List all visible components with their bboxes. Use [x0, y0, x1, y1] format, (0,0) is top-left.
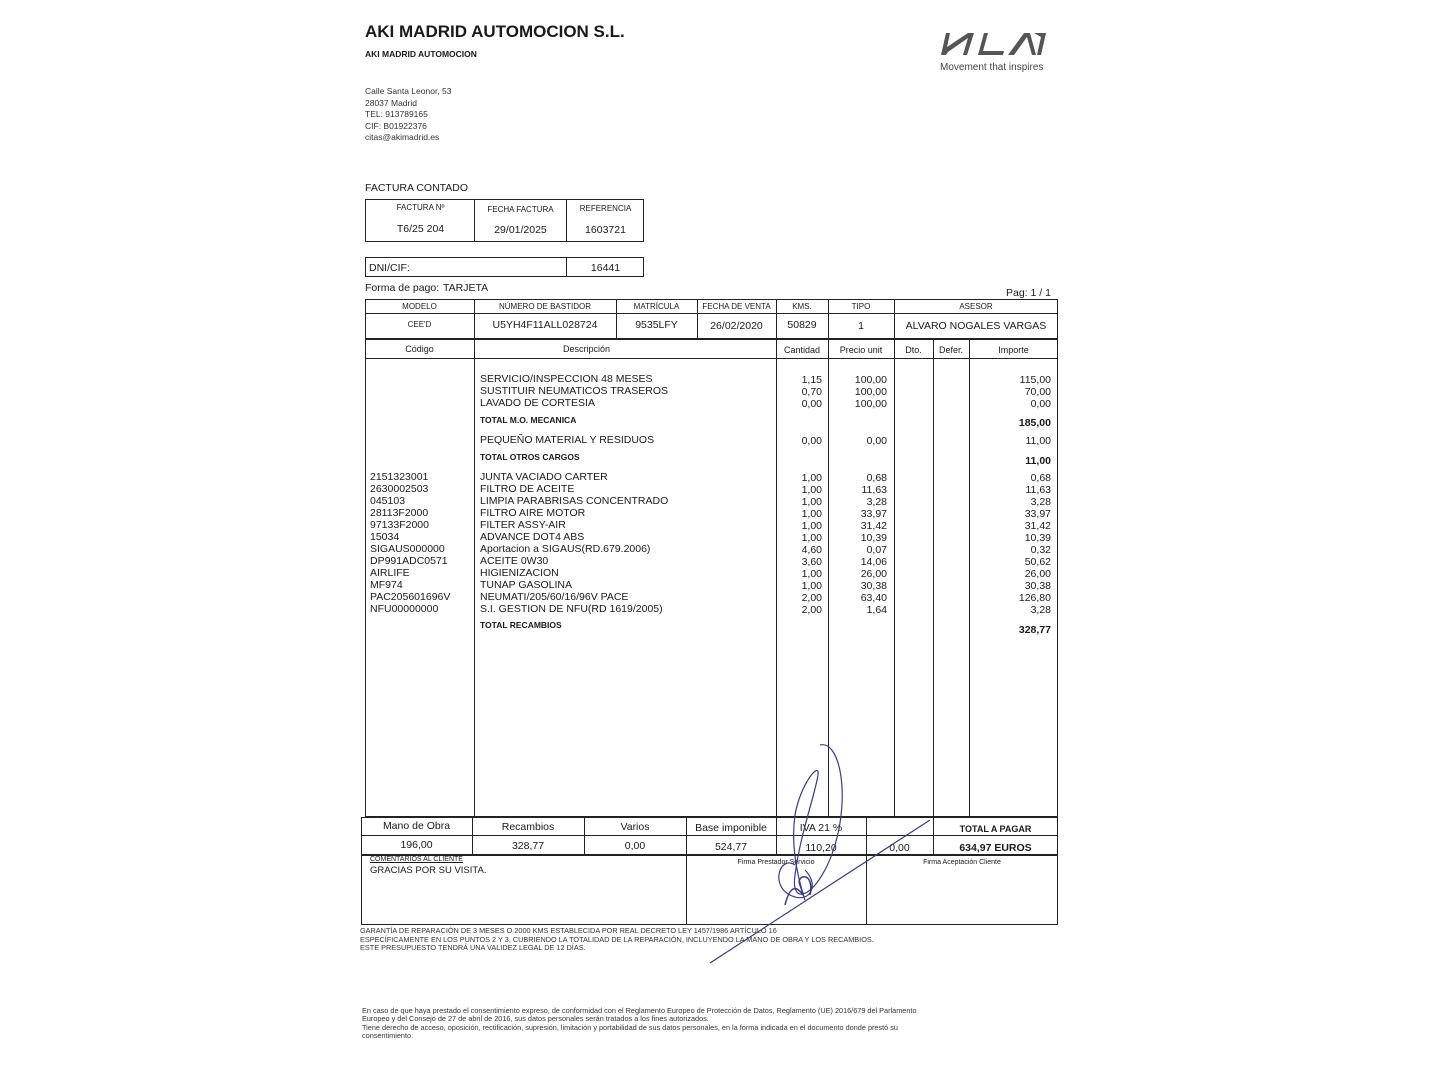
- part-price: 0,68: [866, 472, 887, 484]
- part-price: 0,07: [866, 544, 887, 556]
- list-item: [365, 555, 1058, 567]
- labor-desc: SUSTITUIR NEUMATICOS TRASEROS: [480, 385, 669, 397]
- client-signature-label: Firma Aceptación Cliente: [923, 859, 1001, 866]
- parts-sum-label: Recambios: [501, 821, 555, 833]
- part-qty: 1,00: [801, 508, 822, 520]
- total-to-pay-label: TOTAL A PAGAR: [959, 824, 1032, 834]
- sale-date-value: 26/02/2020: [710, 320, 763, 332]
- parts-total-amount: 328,77: [1018, 624, 1051, 636]
- other-desc: PEQUEÑO MATERIAL Y RESIDUOS: [480, 434, 655, 446]
- list-item: [365, 483, 1058, 495]
- address-line: 28037 Madrid: [365, 97, 417, 108]
- advisor-label: ASESOR: [959, 302, 993, 311]
- part-amount: 3,28: [1030, 496, 1051, 508]
- part-code: PAC205601696V: [370, 591, 451, 603]
- part-amount: 33,97: [1024, 508, 1051, 520]
- part-desc: JUNTA VACIADO CARTER: [480, 471, 608, 483]
- other-amount: 11,00: [1025, 435, 1051, 447]
- vat-label: IVA 21 %: [799, 822, 843, 834]
- part-qty: 1,00: [801, 580, 822, 592]
- list-item: [365, 603, 1058, 615]
- provider-signature-label: Firma Prestador Servicio: [737, 859, 815, 866]
- vin-value: U5YH4F11ALL028724: [492, 319, 598, 331]
- part-code: 045103: [370, 495, 406, 507]
- part-qty: 4,60: [801, 544, 822, 556]
- total-to-pay: 634,97 EUROS: [959, 842, 1032, 854]
- col-unit-price: Precio unit: [839, 345, 883, 355]
- labor-total-amount: 185,00: [1018, 417, 1051, 429]
- labor-desc: SERVICIO/INSPECCION 48 MESES: [480, 373, 653, 385]
- labor-price: 100,00: [854, 374, 887, 386]
- col-code: Código: [405, 344, 434, 354]
- part-qty: 3,60: [801, 556, 822, 568]
- dni-value: 16441: [590, 262, 621, 274]
- part-qty: 2,00: [801, 592, 822, 604]
- part-price: 10,39: [860, 532, 887, 544]
- part-amount: 0,32: [1030, 544, 1051, 556]
- invoice-number: T6/25 204: [396, 223, 445, 235]
- company-address: [365, 86, 451, 144]
- signature-drawing: [700, 735, 940, 965]
- warranty-line: ESTE PRESUPUESTO TENDRÁ UNA VALIDEZ LEGAL DE 12 DÍAS.: [360, 943, 586, 952]
- list-item: [365, 579, 1058, 591]
- list-item: [365, 471, 1058, 483]
- list-item: [365, 531, 1058, 543]
- other-total-amount: 11,00: [1025, 455, 1051, 467]
- comments-text: GRACIAS POR SU VISITA.: [370, 865, 487, 876]
- list-item: [365, 591, 1058, 603]
- part-qty: 1,00: [801, 496, 822, 508]
- part-qty: 1,00: [801, 568, 822, 580]
- part-amount: 50,62: [1024, 556, 1051, 568]
- part-price: 26,00: [860, 568, 887, 580]
- invoice-date-label: FECHA FACTURA: [487, 205, 554, 214]
- comments-label: COMENTARIOS AL CLIENTE: [370, 856, 463, 863]
- part-desc: S.I. GESTION DE NFU(RD 1619/2005): [480, 603, 663, 615]
- part-price: 1,64: [866, 604, 887, 616]
- part-desc: TUNAP GASOLINA: [480, 579, 572, 591]
- labor-amount: 0,00: [1030, 398, 1051, 410]
- part-desc: Aportacion a SIGAUS(RD.679.2006): [480, 543, 651, 555]
- part-amount: 30,38: [1024, 580, 1051, 592]
- other-total-label: TOTAL OTROS CARGOS: [480, 452, 580, 462]
- labor-sum-label: Mano de Obra: [382, 820, 451, 832]
- model-label: MODELO: [402, 302, 437, 311]
- labor-sum: 196,00: [400, 839, 433, 851]
- privacy-line: En caso de que haya prestado el consentimiento expreso, de conformidad con el Reglamento Europeo de Protección de Datos, Reglamento (UE) 2016/679 del Parlamento: [362, 1006, 917, 1015]
- kms-label: KMS.: [792, 302, 812, 311]
- list-item: [365, 543, 1058, 555]
- payment-label: Forma de pago:: [365, 282, 440, 294]
- col-discount: Dto.: [905, 345, 922, 355]
- part-price: 3,28: [866, 496, 887, 508]
- labor-total-label: TOTAL M.O. MECANICA: [480, 415, 577, 425]
- dni-label: DNI/CIF:: [369, 262, 410, 274]
- part-amount: 3,28: [1030, 604, 1051, 616]
- address-line: CIF: B01922376: [365, 120, 427, 131]
- labor-qty: 0,70: [801, 386, 822, 398]
- labor-price: 100,00: [854, 386, 887, 398]
- part-desc: FILTER ASSY-AIR: [480, 519, 566, 531]
- part-code: MF974: [370, 579, 403, 591]
- list-item: [365, 495, 1058, 507]
- part-qty: 2,00: [801, 604, 822, 616]
- part-code: DP991ADC0571: [370, 555, 448, 567]
- part-amount: 31,42: [1024, 520, 1051, 532]
- part-desc: ACEITE 0W30: [480, 555, 549, 567]
- kms-value: 50829: [787, 319, 817, 331]
- tax-base: 524,77: [714, 841, 748, 853]
- warranty-line: GARANTÍA DE REPARACIÓN DE 3 MESES O 2000 KMS ESTABLECIDA POR REAL DECRETO LEY 1457/1986 ARTÍCULO 16: [360, 926, 777, 935]
- other-price: 0,00: [866, 435, 887, 447]
- col-amount: Importe: [998, 345, 1029, 355]
- invoice-number-label: FACTURA Nº: [396, 203, 445, 212]
- part-desc: HIGIENIZACION: [480, 567, 559, 579]
- misc-sum-label: Varios: [620, 821, 650, 833]
- part-amount: 10,39: [1024, 532, 1051, 544]
- part-desc: FILTRO AIRE MOTOR: [480, 507, 586, 519]
- part-desc: FILTRO DE ACEITE: [480, 483, 575, 495]
- part-amount: 126,80: [1018, 592, 1051, 604]
- kia-logo: [938, 28, 1050, 58]
- plate-label: MATRÍCULA: [633, 302, 680, 311]
- part-price: 63,40: [860, 592, 887, 604]
- privacy-line: Europeo y del Consejo de 27 de abril de 2016, sus datos personales serán tratados a los fines autorizados.: [362, 1014, 709, 1024]
- col-description: Descripción: [562, 344, 611, 354]
- part-amount: 0,68: [1030, 472, 1051, 484]
- privacy-line: consentimiento.: [362, 1030, 414, 1040]
- invoice-date: 29/01/2025: [494, 224, 547, 236]
- other-sum: 0,00: [889, 842, 910, 854]
- advisor-value: ALVARO NOGALES VARGAS: [905, 320, 1047, 332]
- privacy-line: Tiene derecho de acceso, oposición, rectificación, supresión, limitación y portabilidad de sus datos personales, en la forma indicada en el documento donde prestó su: [362, 1022, 898, 1032]
- part-price: 14,06: [860, 556, 887, 568]
- part-code: SIGAUS000000: [370, 543, 445, 555]
- part-qty: 1,00: [801, 532, 822, 544]
- labor-amount: 115,00: [1019, 374, 1051, 386]
- part-desc: LIMPIA PARABRISAS CONCENTRADO: [480, 495, 669, 507]
- company-name: AKI MADRID AUTOMOCION S.L.: [365, 22, 625, 41]
- sale-date-label: FECHA DE VENTA: [702, 302, 771, 311]
- part-amount: 26,00: [1024, 568, 1051, 580]
- list-item: [365, 507, 1058, 519]
- part-amount: 11,63: [1025, 484, 1051, 496]
- part-desc: NEUMATI/205/60/16/96V PACE: [480, 591, 629, 603]
- parts-sum: 328,77: [511, 840, 545, 852]
- reference-label: REFERENCIA: [579, 204, 632, 213]
- address-line: Calle Santa Leonor, 53: [365, 86, 452, 96]
- brand-tagline: Movement that inspires: [940, 62, 1044, 73]
- parts-list: [365, 471, 1058, 615]
- part-price: 33,97: [860, 508, 887, 520]
- part-qty: 1,00: [801, 484, 822, 496]
- part-qty: 1,00: [801, 520, 822, 532]
- part-price: 11,63: [861, 484, 887, 496]
- part-code: 97133F2000: [370, 519, 429, 531]
- vin-label: NÚMERO DE BASTIDOR: [498, 302, 591, 311]
- col-deferred: Defer.: [938, 345, 963, 355]
- plate-value: 9535LFY: [635, 319, 678, 331]
- part-code: 15034: [370, 531, 400, 543]
- payment-value: TARJETA: [443, 282, 489, 294]
- labor-qty: 0,00: [801, 398, 822, 410]
- vat-amount: 110,20: [805, 842, 837, 854]
- address-line: TEL: 913789165: [365, 109, 428, 119]
- model-value: CEE'D: [407, 320, 432, 329]
- part-code: NFU00000000: [370, 603, 439, 615]
- company-subname: AKI MADRID AUTOMOCION: [365, 49, 477, 59]
- part-code: 28113F2000: [370, 507, 429, 519]
- other-qty: 0,00: [801, 435, 822, 447]
- invoice-type: FACTURA CONTADO: [365, 182, 469, 194]
- col-quantity: Cantidad: [783, 345, 821, 355]
- labor-amount: 70,00: [1024, 386, 1051, 398]
- reference-number: 1603721: [585, 224, 626, 236]
- page-number: Pag: 1 / 1: [1006, 287, 1051, 299]
- tax-base-label: Base imponible: [695, 822, 767, 834]
- part-desc: ADVANCE DOT4 ABS: [480, 531, 585, 543]
- part-price: 30,38: [860, 580, 887, 592]
- address-line: citas@akimadrid.es: [365, 132, 440, 142]
- type-label: TIPO: [851, 302, 871, 311]
- labor-price: 100,00: [854, 398, 887, 410]
- part-code: 2630002503: [370, 483, 429, 495]
- misc-sum: 0,00: [624, 840, 646, 852]
- labor-desc: LAVADO DE CORTESIA: [480, 397, 595, 409]
- part-price: 31,42: [860, 520, 887, 532]
- list-item: [365, 567, 1058, 579]
- privacy-text: [362, 1007, 1058, 1040]
- list-item: [365, 519, 1058, 531]
- warranty-line: ESPECÍFICAMENTE EN LOS PUNTOS 2 Y 3, CUBRIENDO LA TOTALIDAD DE LA REPARACIÓN, INCLUYENDO LA MANO DE OBRA Y LOS RECAMBIOS.: [360, 934, 874, 944]
- parts-total-label: TOTAL RECAMBIOS: [480, 620, 562, 630]
- part-qty: 1,00: [801, 472, 822, 484]
- part-code: AIRLIFE: [370, 567, 410, 579]
- labor-qty: 1,15: [801, 374, 822, 386]
- part-code: 2151323001: [370, 471, 429, 483]
- type-value: 1: [858, 320, 864, 332]
